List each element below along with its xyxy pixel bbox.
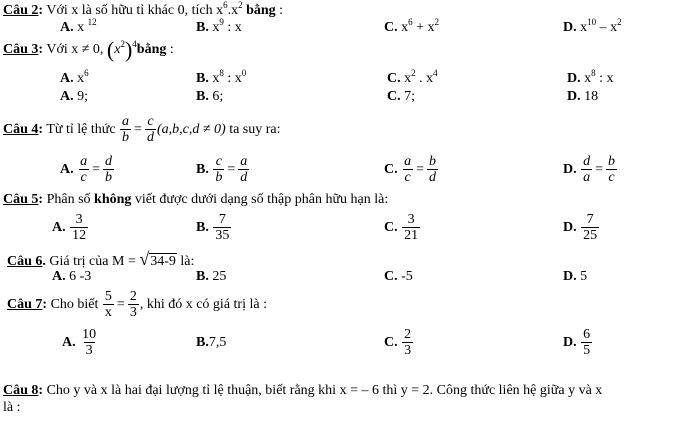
- exponent: 2: [120, 39, 125, 50]
- option-text: x: [212, 20, 220, 35]
- option-text: x: [77, 20, 85, 35]
- option-a[interactable]: A. $\frac{a}{c}$ = $\frac{d}{b}$: [60, 154, 113, 186]
- fraction: $\frac{7}{25}$: [583, 212, 598, 244]
- option-letter: D.: [567, 71, 581, 86]
- question-label: Câu 8: [3, 383, 39, 398]
- question-6: Câu 6. Giá trị của M = √34-9 là:: [7, 249, 195, 269]
- option-letter: A.: [52, 220, 66, 235]
- fraction: $\frac{d}{a}$: [583, 154, 591, 186]
- option-a[interactable]: [60, 89, 88, 105]
- question-3: Câu 3: Với x ≠ 0, $(x^2)^4bằng$ :: [3, 37, 174, 62]
- option-letter: D.: [567, 89, 581, 104]
- option-b[interactable]: [196, 89, 223, 105]
- question-text-tail: là:: [176, 254, 195, 269]
- radicand: 34-9: [150, 254, 176, 269]
- option-text: -5: [401, 269, 413, 284]
- option-text: 5: [580, 269, 588, 284]
- question-label: Câu 2: [3, 3, 39, 18]
- question-text: Với x là số hữu tỉ khác 0, tích x: [46, 3, 224, 18]
- option-text: . x: [415, 71, 434, 86]
- option-text: 7;: [404, 89, 416, 104]
- question-8-continued: [3, 400, 21, 416]
- question-text-bold: bằng: [246, 3, 276, 18]
- option-text: 7,5: [208, 335, 227, 350]
- option-b[interactable]: [196, 269, 226, 285]
- exponent: 6: [408, 17, 413, 27]
- option-text: x: [401, 20, 409, 35]
- question-label: Câu 5: [3, 192, 39, 207]
- option-letter: B.: [196, 162, 209, 177]
- option-letter: B.: [196, 269, 209, 284]
- fraction: $\frac{5}{x}$: [104, 289, 112, 321]
- fraction: $\frac{2}{3}$: [404, 327, 412, 359]
- exponent: 2: [238, 0, 243, 10]
- exponent: 8: [219, 68, 224, 78]
- option-letter: A.: [60, 89, 74, 104]
- option-d[interactable]: [563, 269, 587, 285]
- exponent: 2: [617, 17, 622, 27]
- fraction: $\frac{c}{d}$: [146, 114, 154, 146]
- question-label: Câu 3: [3, 42, 39, 58]
- exponent: 4: [132, 39, 137, 50]
- sqrt-icon: √: [139, 249, 150, 269]
- option-c[interactable]: [387, 89, 415, 105]
- option-c[interactable]: [384, 17, 440, 36]
- exponent: 0: [241, 68, 247, 78]
- option-letter: C.: [387, 71, 401, 86]
- question-text: là :: [3, 400, 21, 415]
- question-2: Câu 2: Với x là số hữu tỉ khác 0, tích $x^6.x^2$ bằng :: [3, 0, 284, 18]
- fraction: $\frac{b}{d}$: [429, 154, 437, 186]
- fraction: $\frac{a}{c}$: [404, 154, 412, 186]
- option-letter: C.: [384, 335, 398, 350]
- option-letter: A.: [62, 335, 76, 350]
- option-text: x: [580, 20, 588, 35]
- question-text: Giá trị của M =: [49, 254, 140, 269]
- exponent: 4: [433, 68, 438, 78]
- option-text: : x: [223, 71, 242, 86]
- fraction: $\frac{b}{c}$: [608, 154, 616, 186]
- fraction: $\frac{c}{b}$: [215, 154, 223, 186]
- option-letter: A.: [60, 162, 74, 177]
- option-letter: C.: [384, 269, 398, 284]
- question-text-bold: bằng: [136, 42, 167, 58]
- option-c[interactable]: [387, 68, 438, 87]
- fraction: $\frac{a}{d}$: [240, 154, 248, 186]
- question-text-tail: ta suy ra:: [229, 122, 281, 137]
- option-letter: A.: [52, 269, 66, 284]
- option-letter: D.: [563, 335, 577, 350]
- option-d[interactable]: [563, 325, 593, 361]
- question-5: Câu 5: Phân số không viết được dưới dạng số thập phân hữu hạn là:: [3, 192, 389, 207]
- fraction: $\frac{3}{21}$: [404, 212, 419, 244]
- question-text-bold: không: [94, 192, 132, 207]
- option-text: 9;: [77, 89, 89, 104]
- option-a[interactable]: [52, 269, 91, 285]
- fraction: $\frac{a}{c}$: [80, 154, 88, 186]
- option-d[interactable]: D. $\frac{d}{a}$ = $\frac{b}{c}$: [563, 154, 616, 186]
- question-text: Cho biết: [50, 297, 99, 312]
- option-c[interactable]: [384, 269, 413, 285]
- option-text: x: [212, 71, 220, 86]
- fraction: $\frac{6}{5}$: [583, 327, 591, 359]
- question-text-tail: :: [275, 3, 284, 18]
- option-d[interactable]: [563, 17, 622, 36]
- option-letter: B.: [196, 335, 209, 350]
- option-b[interactable]: B. $\frac{c}{b}$ = $\frac{a}{d}$: [196, 154, 248, 186]
- option-d[interactable]: [567, 89, 598, 105]
- option-b[interactable]: [196, 17, 242, 36]
- question-text: Phân số: [46, 192, 95, 207]
- question-label: Câu 6: [7, 254, 43, 269]
- option-text: : x: [223, 20, 242, 35]
- option-b[interactable]: [196, 210, 232, 246]
- condition: (a,b,c,d ≠ 0): [156, 122, 226, 137]
- fraction: $\frac{7}{35}$: [215, 212, 230, 244]
- question-text: Với x ≠ 0,: [46, 42, 104, 58]
- option-letter: B.: [196, 20, 209, 35]
- question-text-mid: .x: [227, 3, 239, 18]
- exponent: 8: [591, 68, 596, 78]
- option-letter: D.: [563, 269, 577, 284]
- option-letter: A.: [60, 71, 74, 86]
- option-b[interactable]: [196, 325, 226, 361]
- option-a[interactable]: [60, 68, 89, 87]
- math-var: x: [114, 42, 121, 58]
- exponent: 2: [411, 68, 416, 78]
- option-b[interactable]: [196, 68, 247, 87]
- option-letter: C.: [384, 20, 398, 35]
- fraction: $\frac{3}{12}$: [72, 212, 87, 244]
- question-text: Từ tỉ lệ thức: [46, 122, 116, 137]
- option-letter: C.: [387, 89, 401, 104]
- option-letter: B.: [196, 71, 209, 86]
- option-letter: B.: [196, 89, 209, 104]
- question-text: Cho y và x là hai đại lượng tỉ lệ thuận, biết rằng khi x = – 6 thì y = 2. Công thức liên hệ giữa y và x: [46, 383, 603, 398]
- exponent: 2: [434, 17, 440, 27]
- exponent: 6: [223, 0, 228, 10]
- option-a[interactable]: [62, 325, 99, 361]
- option-c[interactable]: C. $\frac{a}{c}$ = $\frac{b}{d}$: [384, 154, 437, 186]
- option-text: 18: [584, 89, 599, 104]
- option-letter: C.: [384, 220, 398, 235]
- option-letter: C.: [384, 162, 398, 177]
- option-c[interactable]: [384, 210, 421, 246]
- option-a[interactable]: [52, 210, 89, 246]
- option-d[interactable]: [567, 68, 614, 87]
- option-text: x: [77, 71, 85, 86]
- option-text: 6;: [212, 89, 224, 104]
- option-d[interactable]: [563, 210, 600, 246]
- fraction: $\frac{a}{b}$: [122, 114, 130, 146]
- option-text: – x: [596, 20, 618, 35]
- question-8: Câu 8: Cho y và x là hai đại lượng tỉ lệ thuận, biết rằng khi x = – 6 thì y = 2. Công thức liên hệ giữa y và x: [3, 383, 603, 398]
- exponent: 12: [87, 17, 97, 27]
- option-text: 25: [212, 269, 227, 284]
- option-letter: B.: [196, 220, 209, 235]
- exponent: 10: [587, 17, 597, 27]
- option-a[interactable]: [60, 17, 97, 36]
- option-letter: A.: [60, 20, 74, 35]
- option-c[interactable]: [384, 325, 414, 361]
- question-text: viết được dưới dạng số thập phân hữu hạn là:: [131, 192, 389, 207]
- fraction: $\frac{2}{3}$: [129, 289, 137, 321]
- option-letter: D.: [563, 20, 577, 35]
- question-label: Câu 7: [7, 297, 43, 312]
- question-4: Câu 4: Từ tỉ lệ thức $\frac{a}{b}$ = $\frac{c}{d}$ (a,b,c,d ≠ 0) ta suy ra:: [3, 114, 281, 146]
- question-label: Câu 4: [3, 122, 39, 137]
- option-letter: D.: [563, 220, 577, 235]
- option-letter: D.: [563, 162, 577, 177]
- exponent: 6: [84, 68, 89, 78]
- question-7: Câu 7: Cho biết $\frac{5}{x}$ = $\frac{2}{3}$ , khi đó x có giá trị là :: [7, 289, 267, 321]
- option-text: 6 -3: [69, 269, 92, 284]
- fraction: $\frac{d}{b}$: [105, 154, 113, 186]
- exponent: 9: [219, 17, 224, 27]
- option-text: x: [404, 71, 412, 86]
- option-text: : x: [595, 71, 614, 86]
- option-text: x: [584, 71, 592, 86]
- question-text-tail: , khi đó x có giá trị là :: [139, 297, 267, 312]
- option-text: + x: [412, 20, 435, 35]
- question-text-tail: :: [166, 42, 174, 58]
- fraction: $\frac{10}{3}$: [82, 327, 97, 359]
